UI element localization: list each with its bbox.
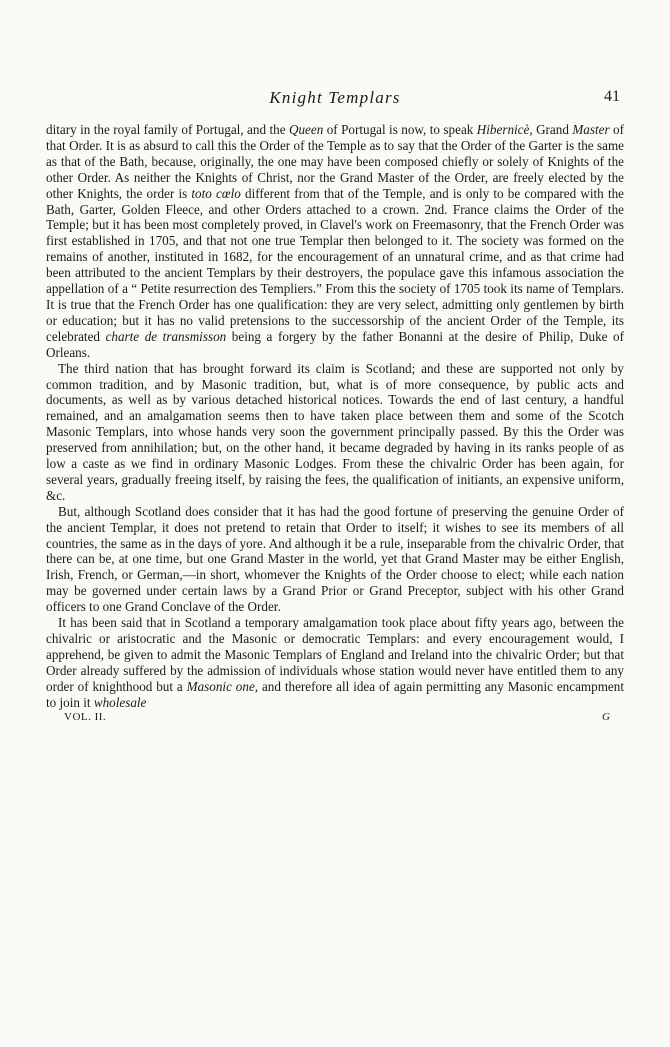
page-footer (46, 711, 624, 727)
text-run: The third nation that has brought forward its claim is Scotland; and these are supported not only by common tradition, and by Masonic tradition, but, what is of more consequence, by public acts and documents, as well as by various detached historical notices. Towards the end of last century, a handful remained, and an amalgamation seems then to have taken place between them and some of the Scotch Masonic Templars, into whose hands very soon the government principally passed. By this the Order was preserved from annihilation; but, on the other hand, it became degraded by having in its ranks people of as low a caste as we find in ordinary Masonic Lodges. From these the chivalric Order has been again, for several years, gradually freeing itself, by raising the fees, the qualification of initiants, an expensive uniform, &c. (46, 360, 624, 503)
running-title: Knight Templars (269, 88, 401, 107)
running-head (46, 88, 624, 110)
italic-phrase: Queen (288, 122, 324, 137)
italic-phrase: toto cœlo (191, 185, 241, 201)
text-run: of that Order. It is as absurd to call this the Order of the Temple as to say that the Order of the Garter is the same as that of the Bath, because, originally, the one may have been composed chiefly or solely of Knights of the other Order. As neither the Knights of Christ, nor the Grand Master of the Order, are freely elected by the other Knights, the order is (46, 122, 624, 201)
text-run: But, although Scotland does consider that it has had the good fortune of preserving the genuine Order of the ancient Templar, it does not pretend to retain that Order to itself; it wishes to see its members of all countries, the same as in the days of yore. And although it be a rule, inseparable from the chivalric Order, that there can be, at one time, but one Grand Master in the world, yet that Grand Master may be either English, Irish, French, or German,—in short, whomever the Knights of the Order choose to elect; while each nation may be governed under certain laws by a Grand Prior or Grand Preceptor, subject with his other Grand officers to one Grand Conclave of the Order. (46, 503, 624, 615)
italic-phrase: wholesale (93, 694, 147, 710)
italic-phrase: Master (572, 122, 610, 137)
text-run: of Portugal is now, to speak (323, 122, 477, 137)
page-number: 41 (604, 88, 620, 105)
signature-mark: G (602, 710, 610, 723)
text-run: Grand (532, 122, 573, 137)
text-run: being a forgery by the father Bonanni at the desire of Philip, Duke of Orleans. (46, 328, 624, 360)
text-run: It has been said that in Scotland a temporary amalgamation took place about fifty years ago, between the chivalric or aristocratic and the Masonic or democratic Templars: and every encouragement would, I apprehend, be given to admit the Masonic Templars of England and Ireland into the chivalric Order; but that Order already suffered by the admission of individuals whose station would never have entitled them to any order of knighthood but a (46, 615, 624, 694)
paragraph (46, 122, 624, 361)
text-run: and therefore all idea of again permitting any Masonic encampment to join it (46, 678, 624, 710)
italic-phrase: charte de transmisson (105, 328, 227, 344)
italic-phrase: Hibernicè, (476, 122, 533, 137)
book-page (46, 88, 624, 727)
text-run: ditary in the royal family of Portugal, and the (46, 122, 289, 137)
text-run: different from that of the Temple, and is only to be compared with the Bath, Garter, Golden Fleece, and other Orders attached to a crown. 2nd. France claims the Order of the Temple; but it has been most completely proved, in Clavel's work on Freemasonry, that the French Order was first established in 1705, and that not one true Templar then belonged to it. The society was formed on the remains of another, instituted in 1682, for the encouragement of an unnatural crime, and as that crime had been attributed to the ancient Templars by their destroyers, the populace gave this infamous association the appellation of a “ Petite resurrection des Templiers.” From this the society of 1705 took its name of Templars. It is true that the French Order has one qualification: they are very select, admitting only gentlemen by birth or education; but it has no valid pretensions to the successorship of the ancient Order of the Temple, its celebrated (46, 185, 624, 344)
body-text (46, 122, 624, 711)
paragraph (46, 504, 624, 615)
volume-mark: VOL. II. (64, 710, 107, 723)
paragraph (46, 361, 624, 504)
italic-phrase: Masonic one, (186, 678, 259, 694)
paragraph (46, 615, 624, 710)
